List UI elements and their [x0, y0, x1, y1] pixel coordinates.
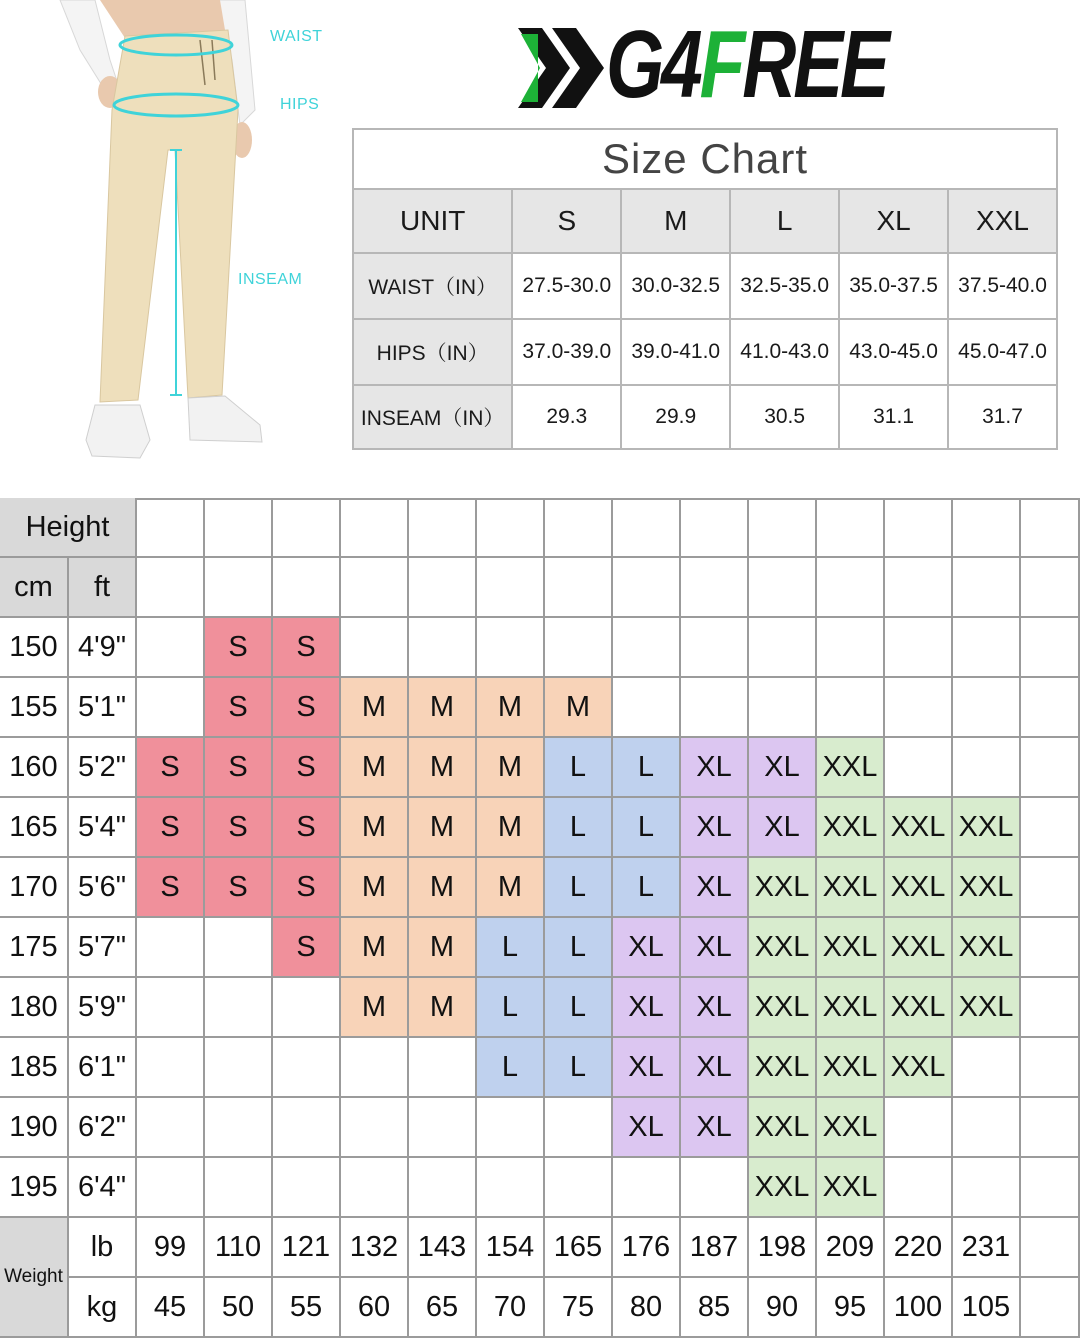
empty-cell: [1021, 678, 1080, 738]
size-cell-xxl: XXL: [817, 858, 885, 918]
size-cell-m: M: [409, 858, 477, 918]
size-cell-s: S: [273, 918, 341, 978]
empty-cell: [273, 978, 341, 1038]
height-cm-cell: 185: [0, 1038, 69, 1098]
empty-cell: [1021, 858, 1080, 918]
size-cell-s: S: [273, 858, 341, 918]
size-cell-s: S: [205, 858, 273, 918]
empty-cell: [817, 618, 885, 678]
size-cell-m: M: [341, 858, 409, 918]
weight-lb-cell: 121: [273, 1218, 341, 1278]
weight-lb-cell: 99: [137, 1218, 205, 1278]
table-cell: 45.0-47.0: [948, 319, 1057, 385]
size-cell-xl: XL: [681, 1038, 749, 1098]
empty-cell: [817, 678, 885, 738]
table-cell: 31.7: [948, 385, 1057, 449]
size-cell-xl: XL: [613, 918, 681, 978]
empty-cell: [953, 738, 1021, 798]
size-cell-s: S: [137, 738, 205, 798]
inseam-row: [353, 385, 1057, 449]
empty-header-cell: [817, 498, 885, 558]
logo-text-ree: REE: [742, 11, 887, 118]
empty-cell: [273, 1038, 341, 1098]
size-cell-xxl: XXL: [953, 858, 1021, 918]
logo-text-f: F: [699, 11, 743, 118]
size-cell-s: S: [273, 618, 341, 678]
height-ft-cell: 5'2": [69, 738, 137, 798]
size-cell-xl: XL: [749, 738, 817, 798]
empty-header-cell: [137, 558, 205, 618]
empty-cell: [205, 1098, 273, 1158]
size-cell-m: M: [409, 738, 477, 798]
size-cell-l: L: [545, 978, 613, 1038]
header-cell: XL: [839, 189, 948, 253]
size-cell-xxl: XXL: [817, 1038, 885, 1098]
size-cell-m: M: [477, 738, 545, 798]
empty-cell: [273, 1158, 341, 1218]
logo-text-g4: G4: [606, 11, 700, 118]
empty-cell: [273, 1098, 341, 1158]
size-cell-l: L: [477, 918, 545, 978]
size-cell-l: L: [477, 1038, 545, 1098]
weight-kg-cell: 70: [477, 1278, 545, 1338]
empty-header-cell: [273, 498, 341, 558]
empty-header-cell: [681, 498, 749, 558]
size-cell-s: S: [273, 738, 341, 798]
empty-header-cell: [545, 558, 613, 618]
size-cell-l: L: [545, 798, 613, 858]
weight-lb-cell: 143: [409, 1218, 477, 1278]
weight-kg-cell: 75: [545, 1278, 613, 1338]
size-cell-l: L: [613, 858, 681, 918]
size-cell-l: L: [545, 1038, 613, 1098]
empty-cell: [1021, 1038, 1080, 1098]
size-cell-m: M: [477, 798, 545, 858]
weight-lb-cell: 187: [681, 1218, 749, 1278]
weight-kg-cell: 50: [205, 1278, 273, 1338]
weight-kg-cell: 95: [817, 1278, 885, 1338]
size-cell-xxl: XXL: [749, 1038, 817, 1098]
size-cell-s: S: [205, 738, 273, 798]
size-cell-xxl: XXL: [817, 798, 885, 858]
empty-cell: [1021, 1218, 1080, 1278]
size-cell-xxl: XXL: [885, 1038, 953, 1098]
size-cell-s: S: [205, 618, 273, 678]
lb-label: lb: [69, 1218, 137, 1278]
empty-cell: [1021, 918, 1080, 978]
empty-cell: [953, 1158, 1021, 1218]
height-cm-cell: 150: [0, 618, 69, 678]
empty-header-cell: [273, 558, 341, 618]
empty-header-cell: [341, 558, 409, 618]
empty-header-cell: [613, 498, 681, 558]
empty-cell: [409, 618, 477, 678]
empty-cell: [885, 618, 953, 678]
weight-lb-cell: 209: [817, 1218, 885, 1278]
size-cell-m: M: [341, 918, 409, 978]
empty-header-cell: [477, 498, 545, 558]
empty-cell: [205, 918, 273, 978]
size-cell-m: M: [409, 918, 477, 978]
header-cell: XXL: [948, 189, 1057, 253]
empty-header-cell: [477, 558, 545, 618]
weight-kg-cell: 55: [273, 1278, 341, 1338]
empty-cell: [749, 618, 817, 678]
size-cell-s: S: [273, 678, 341, 738]
kg-label: kg: [69, 1278, 137, 1338]
table-cell: 30.0-32.5: [621, 253, 730, 319]
size-cell-l: L: [613, 798, 681, 858]
empty-cell: [477, 1158, 545, 1218]
empty-cell: [1021, 738, 1080, 798]
height-ft-cell: 6'1": [69, 1038, 137, 1098]
height-cm-cell: 175: [0, 918, 69, 978]
empty-header-cell: [817, 558, 885, 618]
size-cell-l: L: [477, 978, 545, 1038]
size-cell-xxl: XXL: [885, 978, 953, 1038]
model-illustration: [0, 0, 340, 470]
size-cell-m: M: [341, 738, 409, 798]
height-cm-cell: 190: [0, 1098, 69, 1158]
empty-cell: [205, 1038, 273, 1098]
empty-header-cell: [341, 498, 409, 558]
size-cell-xl: XL: [681, 738, 749, 798]
table-cell: 35.0-37.5: [839, 253, 948, 319]
height-ft-cell: 5'9": [69, 978, 137, 1038]
empty-cell: [885, 1158, 953, 1218]
empty-cell: [885, 678, 953, 738]
table-cell: 32.5-35.0: [730, 253, 839, 319]
row-label: WAIST（IN）: [353, 253, 512, 319]
empty-header-cell: [885, 558, 953, 618]
empty-cell: [545, 1158, 613, 1218]
empty-cell: [409, 1158, 477, 1218]
height-ft-cell: 5'4": [69, 798, 137, 858]
weight-kg-cell: 100: [885, 1278, 953, 1338]
size-cell-s: S: [205, 678, 273, 738]
size-cell-l: L: [545, 738, 613, 798]
weight-lb-cell: 154: [477, 1218, 545, 1278]
cm-header: cm: [0, 558, 69, 618]
size-cell-xxl: XXL: [749, 978, 817, 1038]
empty-cell: [205, 978, 273, 1038]
empty-header-cell: [1021, 498, 1080, 558]
weight-kg-cell: 90: [749, 1278, 817, 1338]
empty-cell: [409, 1038, 477, 1098]
weight-kg-cell: 65: [409, 1278, 477, 1338]
size-cell-s: S: [137, 798, 205, 858]
empty-cell: [545, 618, 613, 678]
size-cell-m: M: [409, 798, 477, 858]
waist-label: WAIST: [270, 28, 323, 45]
weight-header: Weight: [0, 1218, 69, 1338]
empty-cell: [1021, 618, 1080, 678]
empty-header-cell: [953, 498, 1021, 558]
table-cell: 31.1: [839, 385, 948, 449]
empty-cell: [137, 978, 205, 1038]
waist-row: [353, 253, 1057, 319]
size-cell-xxl: XXL: [953, 978, 1021, 1038]
height-ft-cell: 6'4": [69, 1158, 137, 1218]
height-cm-cell: 165: [0, 798, 69, 858]
size-cell-xl: XL: [613, 1038, 681, 1098]
header-cell: L: [730, 189, 839, 253]
size-cell-m: M: [409, 678, 477, 738]
weight-kg-cell: 45: [137, 1278, 205, 1338]
empty-cell: [341, 1098, 409, 1158]
size-cell-xxl: XXL: [749, 1158, 817, 1218]
height-ft-cell: 6'2": [69, 1098, 137, 1158]
size-cell-xxl: XXL: [953, 918, 1021, 978]
empty-cell: [681, 1158, 749, 1218]
empty-cell: [681, 618, 749, 678]
size-cell-xxl: XXL: [817, 918, 885, 978]
size-cell-m: M: [545, 678, 613, 738]
weight-kg-cell: 85: [681, 1278, 749, 1338]
inseam-label: INSEAM: [238, 271, 303, 288]
header-cell: S: [512, 189, 621, 253]
empty-cell: [953, 678, 1021, 738]
empty-cell: [613, 618, 681, 678]
size-cell-xxl: XXL: [885, 858, 953, 918]
table-cell: 29.3: [512, 385, 621, 449]
size-cell-m: M: [341, 678, 409, 738]
empty-cell: [477, 618, 545, 678]
table-cell: 41.0-43.0: [730, 319, 839, 385]
height-ft-cell: 4'9": [69, 618, 137, 678]
empty-cell: [341, 618, 409, 678]
empty-cell: [613, 1158, 681, 1218]
table-cell: 37.5-40.0: [948, 253, 1057, 319]
size-cell-l: L: [545, 858, 613, 918]
weight-lb-cell: 176: [613, 1218, 681, 1278]
row-label: INSEAM（IN）: [353, 385, 512, 449]
weight-lb-cell: 165: [545, 1218, 613, 1278]
size-cell-l: L: [545, 918, 613, 978]
size-cell-m: M: [477, 858, 545, 918]
empty-header-cell: [749, 498, 817, 558]
empty-header-cell: [205, 498, 273, 558]
height-ft-cell: 5'6": [69, 858, 137, 918]
header-cell: UNIT: [353, 189, 512, 253]
empty-cell: [1021, 1278, 1080, 1338]
empty-header-cell: [545, 498, 613, 558]
table-cell: 43.0-45.0: [839, 319, 948, 385]
height-ft-cell: 5'7": [69, 918, 137, 978]
size-cell-xxl: XXL: [817, 738, 885, 798]
empty-header-cell: [749, 558, 817, 618]
size-cell-xxl: XXL: [817, 978, 885, 1038]
table-cell: 30.5: [730, 385, 839, 449]
size-cell-s: S: [273, 798, 341, 858]
height-cm-cell: 195: [0, 1158, 69, 1218]
size-cell-m: M: [341, 798, 409, 858]
weight-lb-cell: 110: [205, 1218, 273, 1278]
empty-header-cell: [409, 558, 477, 618]
empty-cell: [137, 1038, 205, 1098]
size-cell-m: M: [341, 978, 409, 1038]
height-ft-cell: 5'1": [69, 678, 137, 738]
empty-cell: [205, 1158, 273, 1218]
empty-cell: [1021, 978, 1080, 1038]
size-cell-xl: XL: [613, 978, 681, 1038]
height-cm-cell: 180: [0, 978, 69, 1038]
height-header: Height: [0, 498, 137, 558]
empty-cell: [953, 1038, 1021, 1098]
size-cell-m: M: [409, 978, 477, 1038]
weight-lb-cell: 132: [341, 1218, 409, 1278]
weight-lb-cell: 198: [749, 1218, 817, 1278]
hips-label: HIPS: [280, 96, 320, 113]
empty-cell: [341, 1038, 409, 1098]
height-cm-cell: 170: [0, 858, 69, 918]
empty-header-cell: [409, 498, 477, 558]
size-chart-table: [352, 128, 1058, 450]
empty-cell: [341, 1158, 409, 1218]
empty-cell: [613, 678, 681, 738]
brand-chevron-icon: [518, 28, 608, 108]
hips-row: [353, 319, 1057, 385]
size-cell-xl: XL: [613, 1098, 681, 1158]
empty-cell: [885, 738, 953, 798]
empty-cell: [953, 618, 1021, 678]
empty-header-cell: [681, 558, 749, 618]
weight-lb-cell: 231: [953, 1218, 1021, 1278]
empty-cell: [137, 1158, 205, 1218]
height-cm-cell: 155: [0, 678, 69, 738]
empty-cell: [681, 678, 749, 738]
empty-cell: [953, 1098, 1021, 1158]
empty-header-cell: [953, 558, 1021, 618]
empty-cell: [137, 678, 205, 738]
size-cell-l: L: [613, 738, 681, 798]
weight-kg-cell: 60: [341, 1278, 409, 1338]
empty-cell: [137, 918, 205, 978]
size-cell-xxl: XXL: [817, 1158, 885, 1218]
empty-header-cell: [613, 558, 681, 618]
empty-cell: [137, 618, 205, 678]
empty-cell: [1021, 798, 1080, 858]
size-cell-xxl: XXL: [749, 1098, 817, 1158]
size-cell-s: S: [205, 798, 273, 858]
size-cell-xl: XL: [681, 978, 749, 1038]
empty-header-cell: [1021, 558, 1080, 618]
empty-header-cell: [137, 498, 205, 558]
size-cell-xl: XL: [681, 1098, 749, 1158]
height-cm-cell: 160: [0, 738, 69, 798]
empty-cell: [409, 1098, 477, 1158]
empty-cell: [1021, 1098, 1080, 1158]
size-cell-s: S: [137, 858, 205, 918]
ft-header: ft: [69, 558, 137, 618]
size-chart-header-row: [353, 189, 1057, 253]
size-cell-xl: XL: [681, 798, 749, 858]
size-cell-xxl: XXL: [749, 918, 817, 978]
size-cell-xxl: XXL: [817, 1098, 885, 1158]
row-label: HIPS（IN）: [353, 319, 512, 385]
size-cell-m: M: [477, 678, 545, 738]
size-cell-xxl: XXL: [953, 798, 1021, 858]
empty-cell: [545, 1098, 613, 1158]
size-cell-xl: XL: [749, 798, 817, 858]
size-cell-xl: XL: [681, 918, 749, 978]
empty-cell: [137, 1098, 205, 1158]
size-cell-xxl: XXL: [749, 858, 817, 918]
brand-logo: [606, 10, 887, 120]
weight-lb-cell: 220: [885, 1218, 953, 1278]
weight-kg-cell: 80: [613, 1278, 681, 1338]
empty-cell: [885, 1098, 953, 1158]
size-cell-xl: XL: [681, 858, 749, 918]
table-cell: 37.0-39.0: [512, 319, 621, 385]
empty-header-cell: [205, 558, 273, 618]
empty-header-cell: [885, 498, 953, 558]
table-cell: 27.5-30.0: [512, 253, 621, 319]
empty-cell: [477, 1098, 545, 1158]
size-chart-title: Size Chart: [353, 129, 1057, 189]
table-cell: 39.0-41.0: [621, 319, 730, 385]
table-cell: 29.9: [621, 385, 730, 449]
empty-cell: [749, 678, 817, 738]
size-cell-xxl: XXL: [885, 918, 953, 978]
size-cell-xxl: XXL: [885, 798, 953, 858]
empty-cell: [1021, 1158, 1080, 1218]
weight-kg-cell: 105: [953, 1278, 1021, 1338]
header-cell: M: [621, 189, 730, 253]
